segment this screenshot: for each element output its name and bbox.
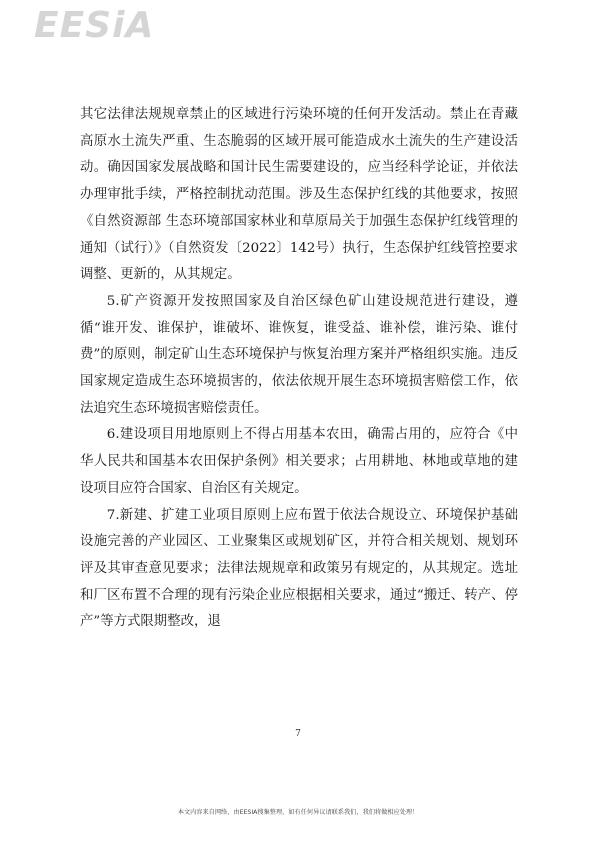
page-number: 7 (295, 729, 301, 739)
paragraph-item-5: 5.矿产资源开发按照国家及自治区绿色矿山建设规范进行建设，遵循“谁开发、谁保护，谁破坏、谁恢复，谁受益、谁补偿，谁污染、谁付费”的原则，制定矿山生态环境保护与恢复治理方案并严格组织实施。违反国家规定造成生态环境损害的，依法依规开展生态环境损害赔偿工作，依法追究生态环境损害赔偿责任。 (80, 293, 518, 416)
paragraph-item-7: 7.新建、扩建工业项目原则上应布置于依法合规设立、环境保护基础设施完善的产业园区、工业聚集区或规划矿区，并符合相关规划、规划环评及其审查意见要求；法律法规规章和政策另有规定的，从其规定。选址和厂区布置不合理的现有污染企业应根据相关要求，通过“搬迁、转产、停产”等方式限期整改，退 (80, 507, 518, 630)
footer-disclaimer: 本文内容来自网络，由EESIA搜集整理，如有任何异议请联系我们，我们将做相应处理！ (177, 809, 419, 816)
eesia-logo: EESiA (34, 5, 155, 46)
paragraph-continuation: 其它法律法规规章禁止的区域进行污染环境的任何开发活动。禁止在青藏高原水土流失严重、生态脆弱的区域开展可能造成水土流失的生产建设活动。确因国家发展战略和国计民生需要建设的，应当经科学论证，并依法办理审批手续，严格控制扰动范围。涉及生态保护红线的其他要求，按照《自然资源部 生态环境部国家林业和草原局关于加强生态保护红线管理的通知（试行）》（自然资发〔2022〕142号）执行，生态保护红线管控要求调整、更新的，从其规定。 (80, 107, 518, 283)
document-body (80, 102, 518, 636)
paragraph-item-6: 6.建设项目用地原则上不得占用基本农田，确需占用的，应符合《中华人民共和国基本农田保护条例》相关要求；占用耕地、林地或草地的建设项目应符合国家、自治区有关规定。 (80, 427, 518, 496)
